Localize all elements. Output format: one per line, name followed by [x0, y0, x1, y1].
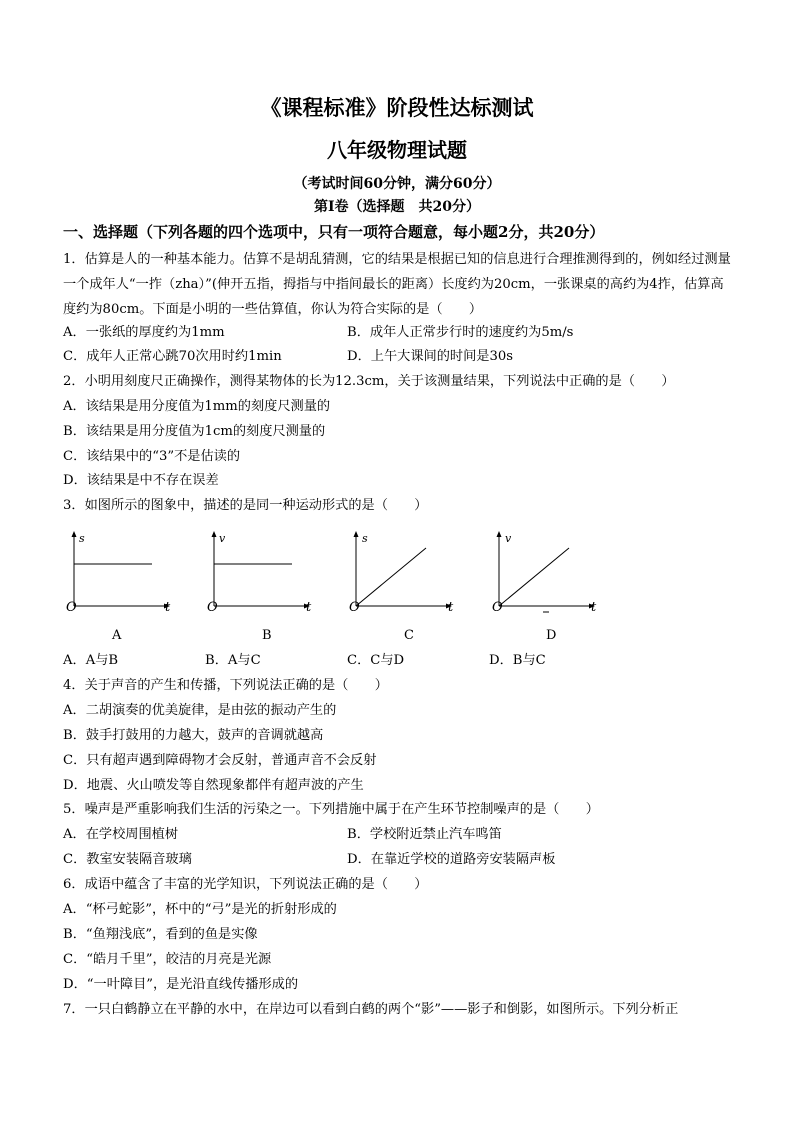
q3-option-c: C．C与D [347, 653, 405, 668]
exam-info: （考试时间60分钟，满分60分） [293, 176, 501, 192]
q5-stem: 5．噪声是严重影响我们生活的污染之一。下列措施中属于在产生环节控制噪声的是（ ） [63, 802, 599, 817]
q3-stem: 3．如图所示的图象中，描述的是同一种运动形式的是（ ） [63, 498, 428, 513]
q2-option-c: C．该结果中的“3”不是估读的 [63, 449, 241, 464]
q1-stem: 1．估算是人的一种基本能力。估算不是胡乱猜测，它的结果是根据已知的信息进行合理推测得到的，例如经过测量一个成年人“一拃（zha）”(伸开五指，拇指与中指间最长的距离）长度约为20cm，一张课桌的高约为4拃，估算高度约为80cm。下面是小明的一些估算值，你认为符合实际的是（ ） [63, 252, 731, 317]
graph-d-x-label: t [591, 600, 597, 615]
graph-a-y-label: s [79, 532, 85, 545]
q1-option-c: C．成年人正常心跳70次用时约1min [63, 349, 282, 364]
graph-d-y-arrow [497, 531, 502, 537]
volume-heading: 第Ⅰ卷（选择题 共20分） [313, 199, 481, 215]
q6-option-b: B．“鱼翔浅底”，看到的鱼是实像 [63, 927, 258, 942]
page-subtitle: 八年级物理试题 [327, 138, 467, 162]
graph-d [487, 530, 599, 618]
q5-option-c: C．教室安装隔音玻璃 [63, 852, 192, 867]
graph-a-label: A [112, 628, 122, 643]
q1-option-b: B．成年人正常步行时的速度约为5m/s [347, 325, 574, 340]
q2-option-d: D．该结果是中不存在误差 [63, 473, 219, 488]
graph-d-y-label: v [505, 532, 512, 545]
q6-option-d: D．“一叶障目”，是光沿直线传播形成的 [63, 977, 299, 992]
graph-c-label: C [404, 628, 414, 643]
graph-b-x-label: t [306, 600, 312, 615]
graph-c-y-arrow [354, 531, 359, 537]
q2-option-b: B．该结果是用分度值为1cm的刻度尺测量的 [63, 424, 326, 439]
q4-option-c: C．只有超声遇到障碍物才会反射，普通声音不会反射 [63, 753, 377, 768]
q3-option-b: B．A与C [205, 653, 261, 668]
graph-c-x-label: t [448, 600, 454, 615]
q5-option-a: A．在学校周围植树 [63, 827, 179, 842]
graph-b-y-label: v [219, 532, 226, 545]
q4-option-d: D．地震、火山喷发等自然现象都伴有超声波的产生 [63, 778, 364, 793]
q3-option-d: D．B与C [489, 653, 546, 668]
graph-d-plot-line [499, 548, 569, 606]
graph-a-origin: O [66, 600, 77, 615]
q1-option-d: D．上午大课间的时间是30s [347, 349, 513, 364]
q4-option-a: A．二胡演奏的优美旋律，是由弦的振动产生的 [63, 703, 337, 718]
graph-c-origin: O [349, 600, 360, 615]
q2-stem: 2．小明用刻度尺正确操作，测得某物体的长为12.3cm，关于该测量结果，下列说法中正确的是（ ） [63, 374, 675, 389]
q1-option-a: A．一张纸的厚度约为1mm [63, 325, 225, 340]
graph-b-y-arrow [212, 531, 217, 537]
q6-option-a: A．“杯弓蛇影”，杯中的“弓”是光的折射形成的 [63, 902, 337, 917]
q2-option-a: A．该结果是用分度值为1mm的刻度尺测量的 [63, 399, 331, 414]
q6-option-c: C．“皓月千里”，皎洁的月亮是光源 [63, 952, 272, 967]
q5-option-d: D．在靠近学校的道路旁安装隔声板 [347, 852, 556, 867]
graph-a-x-label: t [165, 600, 171, 615]
section-heading: 一、选择题（下列各题的四个选项中，只有一项符合题意，每小题2分，共20分） [63, 223, 605, 241]
q6-stem: 6．成语中蕴含了丰富的光学知识，下列说法正确的是（ ） [63, 877, 428, 892]
graph-d-origin: O [492, 600, 503, 615]
graph-b-origin: O [207, 600, 218, 615]
graph-b-label: B [262, 628, 272, 643]
graph-a-y-arrow [72, 531, 77, 537]
graph-c-y-label: s [362, 532, 368, 545]
q3-option-a: A．A与B [63, 653, 119, 668]
q4-stem: 4．关于声音的产生和传播，下列说法正确的是（ ） [63, 678, 388, 693]
page-title: 《课程标准》阶段性达标测试 [260, 95, 534, 120]
graph-c [344, 530, 456, 618]
q4-option-b: B．鼓手打鼓用的力越大，鼓声的音调就越高 [63, 728, 324, 743]
graph-d-label: D [546, 628, 557, 643]
q7-stem: 7．一只白鹤静立在平静的水中，在岸边可以看到白鹤的两个“影”——影子和倒影，如图所示。下列分析正 [63, 1002, 679, 1017]
graph-c-plot-line [356, 548, 426, 606]
q5-option-b: B．学校附近禁止汽车鸣笛 [347, 827, 502, 842]
